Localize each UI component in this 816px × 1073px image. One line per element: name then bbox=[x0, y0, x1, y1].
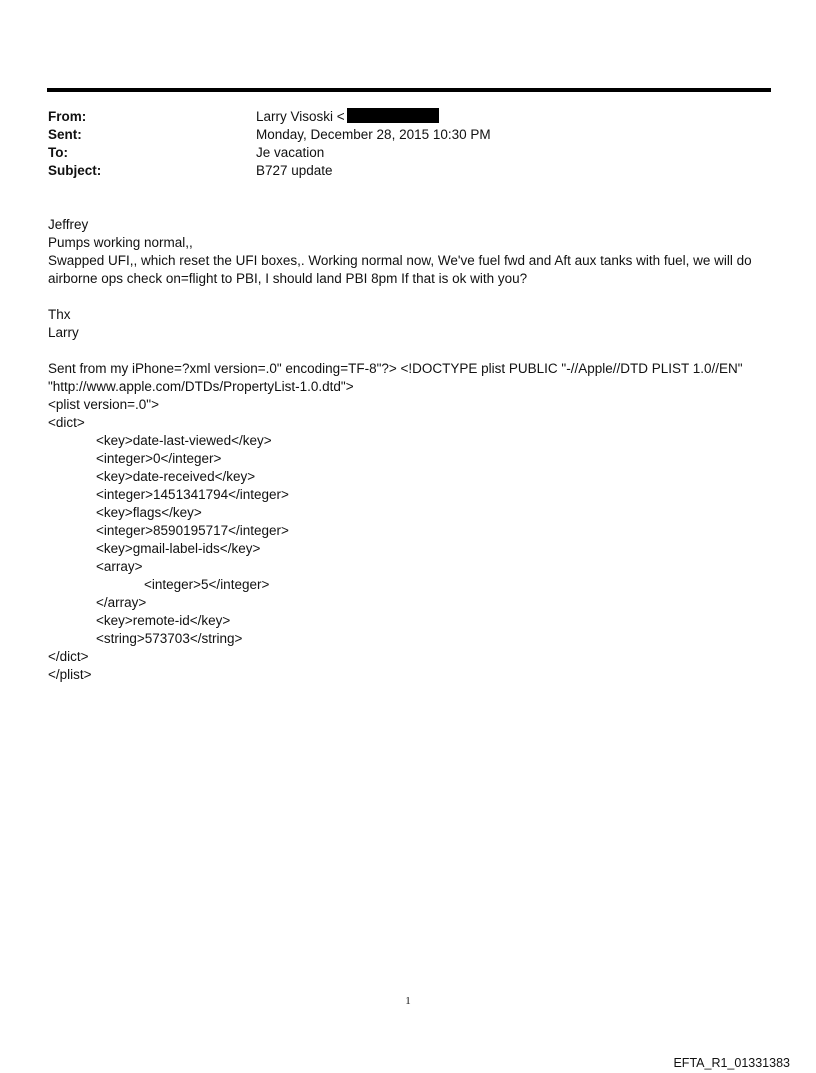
from-value bbox=[256, 108, 439, 126]
spacer bbox=[48, 288, 768, 306]
spacer bbox=[48, 342, 768, 360]
plist-line: <key>date-received</key> bbox=[96, 469, 256, 484]
plist-line: <array> bbox=[96, 559, 143, 574]
body-line: airborne ops check on=flight to PBI, I should land PBI 8pm If that is ok with you? bbox=[48, 271, 528, 286]
plist-line: <dict> bbox=[48, 415, 85, 430]
subject-row bbox=[48, 162, 491, 180]
plist-line: <key>remote-id</key> bbox=[96, 613, 231, 628]
plist-line: <integer>1451341794</integer> bbox=[96, 487, 289, 502]
to-label: To: bbox=[48, 145, 68, 160]
plist-line: </dict> bbox=[48, 649, 89, 664]
email-body bbox=[48, 216, 768, 684]
from-row bbox=[48, 108, 491, 126]
subject-label: Subject: bbox=[48, 163, 102, 178]
plist-block bbox=[48, 396, 768, 684]
header-divider bbox=[47, 88, 771, 92]
page-number: 1 bbox=[405, 995, 411, 1007]
sent-row bbox=[48, 126, 491, 144]
plist-line: <key>flags</key> bbox=[96, 505, 202, 520]
sent-value: Monday, December 28, 2015 10:30 PM bbox=[256, 127, 491, 142]
plist-line: <key>gmail-label-ids</key> bbox=[96, 541, 261, 556]
plist-line: </plist> bbox=[48, 667, 92, 682]
plist-line: <plist version=.0"> bbox=[48, 397, 159, 412]
sent-from-line: "http://www.apple.com/DTDs/PropertyList-1.0.dtd"> bbox=[48, 379, 354, 394]
document-id: EFTA_R1_01331383 bbox=[673, 1056, 790, 1070]
closing: Thx bbox=[48, 307, 71, 322]
sent-from-line: Sent from my iPhone=?xml version=.0" encoding=TF-8"?> <!DOCTYPE plist PUBLIC "-//Apple//DTD PLIST 1.0//EN" bbox=[48, 361, 743, 376]
email-header bbox=[48, 108, 491, 180]
body-line: Pumps working normal,, bbox=[48, 235, 193, 250]
from-label: From: bbox=[48, 109, 87, 124]
sent-label: Sent: bbox=[48, 127, 82, 142]
plist-line: <integer>8590195717</integer> bbox=[96, 523, 289, 538]
greeting: Jeffrey bbox=[48, 217, 89, 232]
plist-line: <string>573703</string> bbox=[96, 631, 243, 646]
redaction-block bbox=[347, 108, 439, 123]
plist-line: <integer>5</integer> bbox=[144, 577, 270, 592]
from-sender: Larry Visoski < bbox=[256, 109, 345, 124]
subject-value: B727 update bbox=[256, 163, 333, 178]
to-value: Je vacation bbox=[256, 145, 325, 160]
to-row bbox=[48, 144, 491, 162]
plist-line: </array> bbox=[96, 595, 147, 610]
body-line: Swapped UFI,, which reset the UFI boxes,. Working normal now, We've fuel fwd and Aft aux tanks with fuel, we will do bbox=[48, 253, 752, 268]
plist-line: <key>date-last-viewed</key> bbox=[96, 433, 272, 448]
signature: Larry bbox=[48, 325, 79, 340]
plist-line: <integer>0</integer> bbox=[96, 451, 222, 466]
